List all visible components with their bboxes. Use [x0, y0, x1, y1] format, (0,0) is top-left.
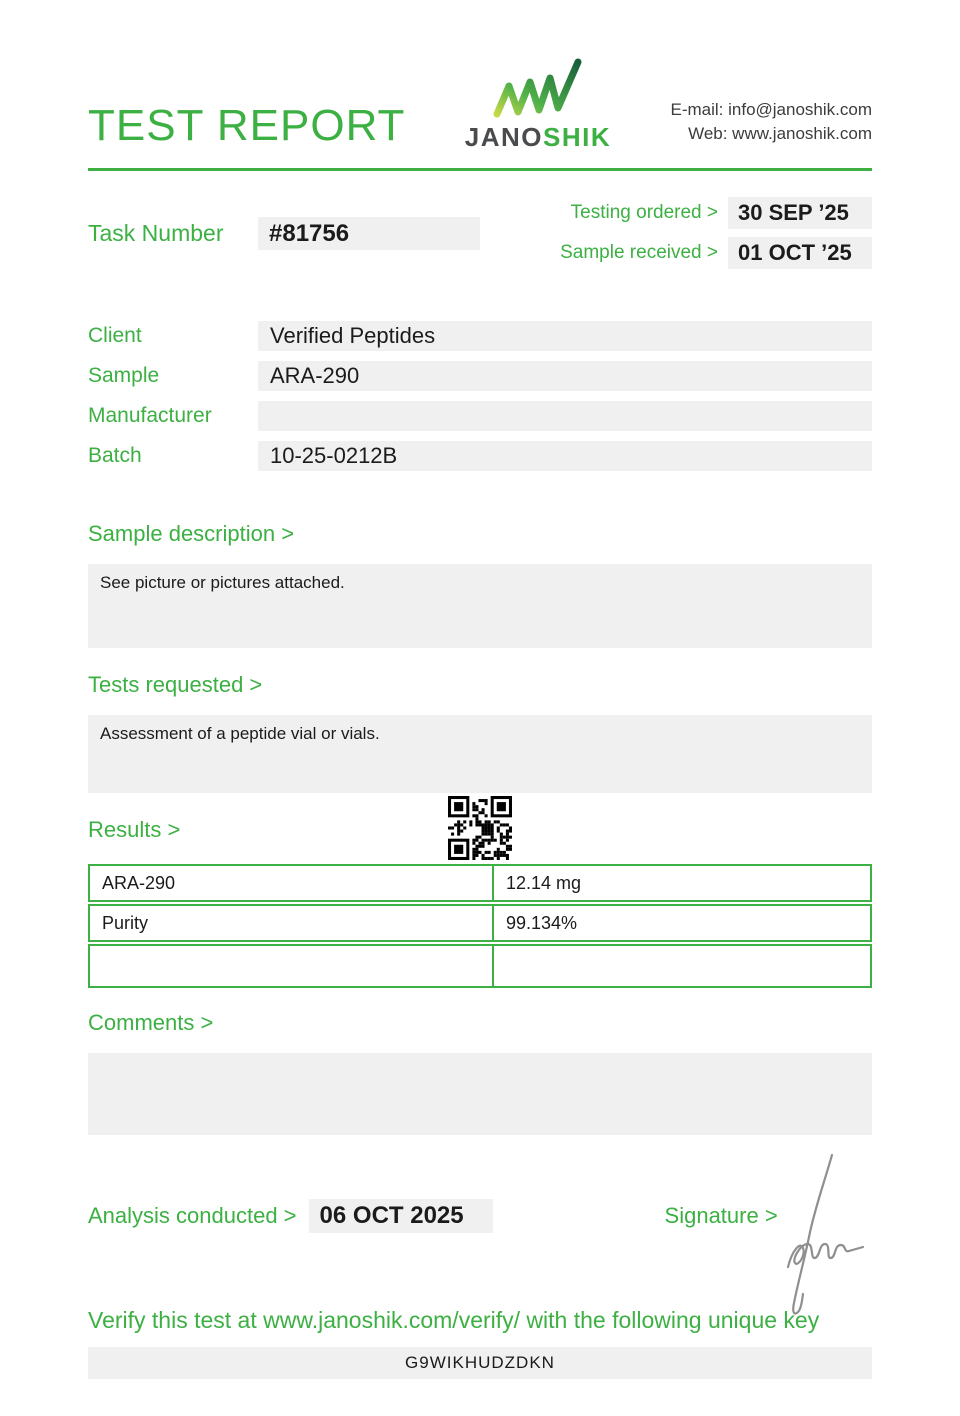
results-table [88, 864, 872, 988]
contact-web: Web: www.janoshik.com [688, 124, 872, 144]
signature-label: Signature > [664, 1203, 778, 1228]
result-value-cell: 99.134% [506, 913, 578, 933]
task-number-label: Task Number [88, 219, 224, 246]
janoshik-logo [465, 56, 611, 150]
task-number-value: #81756 [258, 217, 480, 250]
logo-word-dark: JANO [464, 122, 544, 152]
header [88, 46, 872, 150]
task-meta-row [88, 197, 872, 269]
qr-code-icon [448, 796, 512, 860]
sample-info-block [88, 321, 872, 471]
testing-ordered-row [560, 197, 872, 229]
result-value-cell [494, 946, 870, 986]
verify-instruction: Verify this test at www.janoshik.com/verify/ with the following unique key [88, 1307, 820, 1333]
batch-label: Batch [88, 444, 142, 467]
logo-word-green: SHIK [543, 122, 612, 152]
tests-requested-box: Assessment of a peptide vial or vials. [88, 715, 872, 793]
table-row [88, 904, 872, 942]
sample-received-label: Sample received > [560, 242, 718, 263]
result-name-cell: ARA-290 [90, 866, 494, 900]
testing-ordered-value: 30 SEP ’25 [728, 197, 872, 229]
page-title: TEST REPORT [88, 101, 406, 150]
sample-value: ARA-290 [258, 361, 872, 391]
batch-row [88, 441, 872, 471]
table-row [88, 864, 872, 902]
batch-value: 10-25-0212B [258, 441, 872, 471]
analysis-conducted-label: Analysis conducted > [88, 1203, 297, 1228]
sample-description-box: See picture or pictures attached. [88, 564, 872, 648]
tests-requested-heading: Tests requested > [88, 672, 263, 697]
analysis-signature-row [88, 1199, 872, 1233]
table-row [88, 944, 872, 988]
signature-image [770, 1149, 866, 1321]
comments-heading: Comments > [88, 1010, 214, 1035]
client-label: Client [88, 324, 142, 347]
result-value-cell: 12.14 mg [506, 873, 582, 893]
manufacturer-row [88, 401, 872, 431]
comments-box [88, 1053, 872, 1135]
sample-received-value: 01 OCT ’25 [728, 237, 872, 269]
analysis-conducted-value: 06 OCT 2025 [309, 1199, 493, 1233]
sample-label: Sample [88, 364, 160, 387]
contact-info [671, 98, 873, 150]
contact-email: E-mail: info@janoshik.com [670, 100, 872, 120]
result-name-cell: Purity [90, 906, 494, 940]
sample-row [88, 361, 872, 391]
client-value: Verified Peptides [258, 321, 872, 351]
results-section [88, 817, 872, 988]
sample-description-heading: Sample description > [88, 521, 295, 546]
verify-key: G9WIKHUDZDKN [88, 1347, 872, 1379]
sample-received-row [560, 237, 872, 269]
chart-growth-icon [490, 56, 586, 120]
testing-ordered-label: Testing ordered > [570, 202, 718, 223]
result-name-cell [90, 946, 494, 986]
results-heading: Results > [88, 817, 181, 842]
dates-group [560, 197, 872, 269]
header-divider [88, 168, 872, 171]
logo-wordmark [465, 124, 611, 150]
manufacturer-value [258, 401, 872, 431]
task-number-group [88, 197, 480, 269]
manufacturer-label: Manufacturer [88, 404, 212, 427]
client-row [88, 321, 872, 351]
